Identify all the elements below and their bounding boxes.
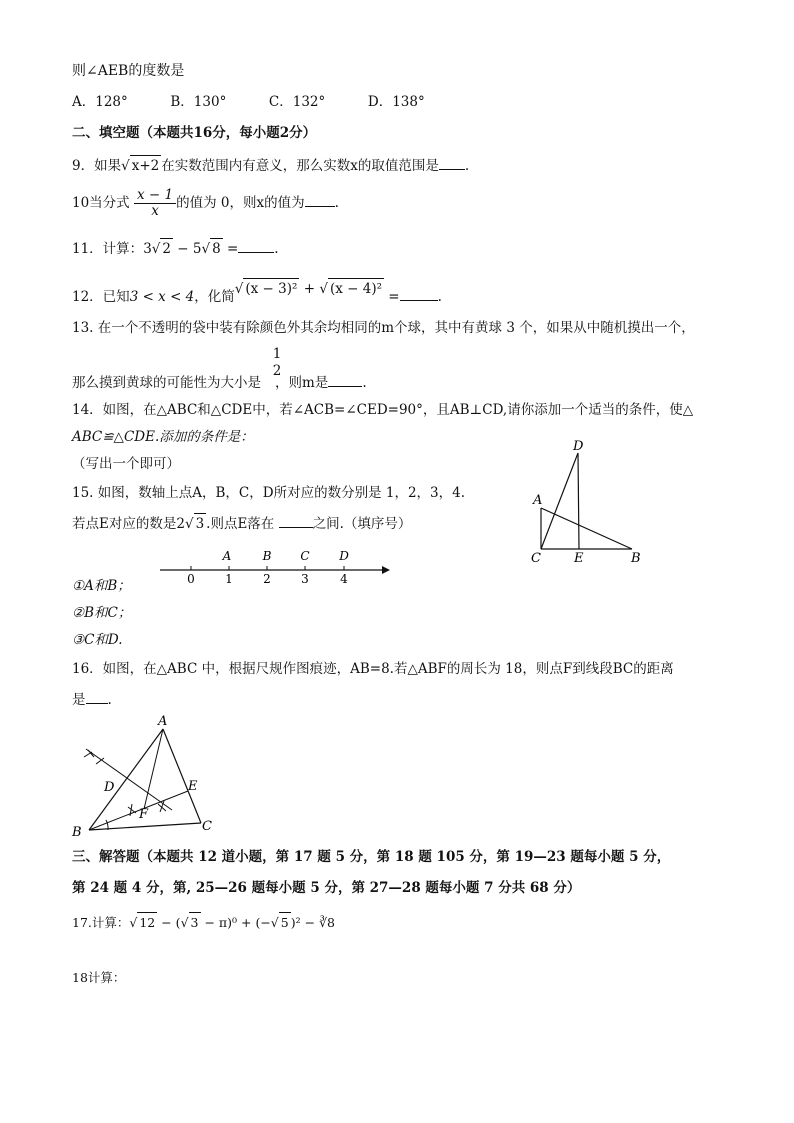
q11-answer-blank[interactable] [238, 238, 274, 253]
q10-numerator: x − 1 [134, 188, 176, 204]
q12-radicand-b: (x − 4)² [328, 278, 384, 299]
q16-answer-blank[interactable] [86, 689, 108, 704]
q13-frac-numerator: 1 [272, 346, 282, 362]
q15-tick-4: 4 [340, 572, 348, 586]
q15-point-b: B [262, 549, 272, 563]
q15-radicand: 3 [194, 513, 207, 534]
q15-point-a: A [222, 549, 232, 563]
section-2-title: 二、填空题（本题共16分，每小题2分） [72, 125, 317, 141]
q14-label-c: C [531, 551, 541, 566]
q12-prefix: 12．已知 [72, 289, 130, 305]
q15-line2-suffix: .则点E落在 [206, 516, 275, 532]
q11-radicand-a: 2 [160, 238, 173, 259]
q12-eq: = [384, 289, 400, 305]
q10-denominator: x [151, 203, 159, 219]
q16-end: . [107, 692, 112, 708]
q9-answer-blank[interactable] [439, 155, 465, 170]
q13-line2-suffix: ，则m是 [275, 375, 329, 391]
q16-line2-prefix: 是 [72, 692, 86, 708]
q15-answer-blank[interactable] [279, 513, 313, 528]
question-16-line-2 [72, 689, 112, 710]
q8-option-b: B．130° [170, 94, 227, 110]
q13-end: . [362, 375, 367, 391]
q16-label-a: A [158, 714, 168, 729]
q16-label-f: F [139, 807, 149, 822]
q11-eq: = [222, 241, 239, 257]
section-3-title-line-2: 第 24 题 4 分，第, 25—26 题每小题 5 分，第 27—28 题每小题 7 分共 68 分） [72, 880, 581, 896]
question-18: 18计算： [72, 970, 126, 985]
q12-condition: 3 < x < 4 [129, 289, 195, 305]
q15-point-c: C [300, 549, 310, 563]
q9-end: . [464, 158, 470, 174]
q15-choice-3: ③C和D. [72, 632, 123, 648]
q8-option-c: C．132° [268, 94, 326, 110]
question-13-line-1: 13. 在一个不透明的袋中装有除颜色外其余均相同的m个球，其中有黄球 3 个，如果从中随机摸出一个， [72, 320, 695, 336]
q11-prefix: 11．计算： [72, 241, 144, 257]
q16-label-d: D [104, 780, 115, 795]
q14-label-e: E [574, 551, 584, 566]
question-14-line-2: ABC≌△CDE.添加的条件是： [72, 429, 254, 445]
q12-plus: + [299, 281, 320, 297]
q17-radicand-5: 5 [279, 912, 291, 933]
q15-tick-2: 2 [263, 572, 271, 586]
q11-coef: 3 [143, 241, 152, 257]
q13-line2-prefix: 那么摸到黄球的可能性为大小是 [72, 375, 261, 391]
q17-part-3: )² − ∛8 [290, 915, 335, 930]
q10-end: . [334, 195, 339, 211]
question-14-line-1: 14．如图，在△ABC和△CDE中，若∠ACB=∠CED=90°，且AB⊥CD,请你添加一个适当的条件，使△ [72, 402, 694, 418]
q15-point-d: D [339, 549, 349, 563]
q16-label-e: E [188, 779, 198, 794]
q12-answer-blank[interactable] [400, 286, 438, 301]
q15-line2-end: 之间.（填序号） [312, 516, 412, 532]
q17-part-1: − ( [157, 915, 181, 930]
question-9: 9．如果√ x+2 在实数范围内有意义，那么实数x的取值范围是 . [72, 155, 469, 176]
q10-answer-blank[interactable] [305, 192, 335, 207]
q15-tick-3: 3 [301, 572, 309, 586]
q17-radicand-12: 12 [137, 912, 157, 933]
q15-tick-0: 0 [187, 572, 195, 586]
q14-label-a: A [533, 493, 543, 508]
q15-tick-1: 1 [225, 572, 233, 586]
q16-label-c: C [202, 819, 212, 834]
question-10 [72, 184, 339, 222]
question-11: 11．计算：3√ 2 − 5√ 8 = . [72, 238, 279, 259]
q10-fraction [134, 188, 176, 219]
q11-minus: − 5 [172, 241, 202, 257]
section-3-title-line-1: 三、解答题（本题共 12 道小题，第 17 题 5 分，第 18 题 105 分，第 19—23 题每小题 5 分， [72, 849, 671, 865]
q16-label-b: B [72, 825, 82, 840]
q12-end: . [437, 289, 442, 305]
q14-label-d: D [573, 439, 584, 454]
question-17: 17.计算：√ 12 − (√ 3 − π)⁰ + (−√ 5 )² − ∛8 [72, 912, 335, 933]
question-12: 12．已知3 < x < 4，化简√ (x − 3)² + √ (x − 4)² = . [72, 286, 442, 307]
q8-stem: 则∠AEB的度数是 [72, 63, 185, 79]
q14-figure [520, 438, 660, 568]
q17-part-2: − π)⁰ + (− [200, 915, 271, 930]
question-15-line-1: 15. 如图，数轴上点A，B，C，D所对应的数分别是 1，2，3，4. [72, 485, 466, 501]
q11-end: . [274, 241, 279, 257]
q13-frac-denominator: 2 [272, 363, 282, 379]
q9-suffix: 在实数范围内有意义，那么实数x的取值范围是 [161, 158, 439, 174]
q16-figure [70, 712, 230, 842]
q11-radicand-b: 8 [210, 238, 223, 259]
q9-radicand: x+2 [130, 155, 162, 176]
q10-suffix: 的值为 0，则x的值为 [176, 195, 305, 211]
q8-option-d: D．138° [367, 94, 425, 110]
q10-prefix: 10当分式 [72, 195, 130, 211]
q15-choice-1: ①A和B； [72, 578, 131, 594]
q12-radicand-a: (x − 3)² [243, 278, 299, 299]
question-14-line-3: （写出一个即可） [72, 456, 180, 472]
question-15-line-2: 若点E对应的数是2√ 3 .则点E落在 之间.（填序号） [72, 513, 411, 534]
question-16-line-1: 16．如图，在△ABC 中，根据尺规作图痕迹，AB=8.若△ABF的周长为 18，则点F到线段BC的距离 [72, 661, 674, 677]
q15-number-line [160, 545, 400, 590]
q8-options [72, 92, 425, 112]
q12-mid: ，化简 [194, 289, 235, 305]
q9-prefix: 9．如果 [72, 158, 122, 174]
q14-label-b: B [631, 551, 641, 566]
q13-answer-blank[interactable] [328, 372, 362, 387]
question-13-line-2 [72, 372, 367, 393]
q15-choice-2: ②B和C； [72, 605, 132, 621]
q15-line2-prefix: 若点E对应的数是2 [72, 516, 185, 532]
q8-option-a: A．128° [72, 94, 128, 110]
q17-prefix: 17.计算： [72, 915, 130, 930]
q17-radicand-3: 3 [189, 912, 201, 933]
